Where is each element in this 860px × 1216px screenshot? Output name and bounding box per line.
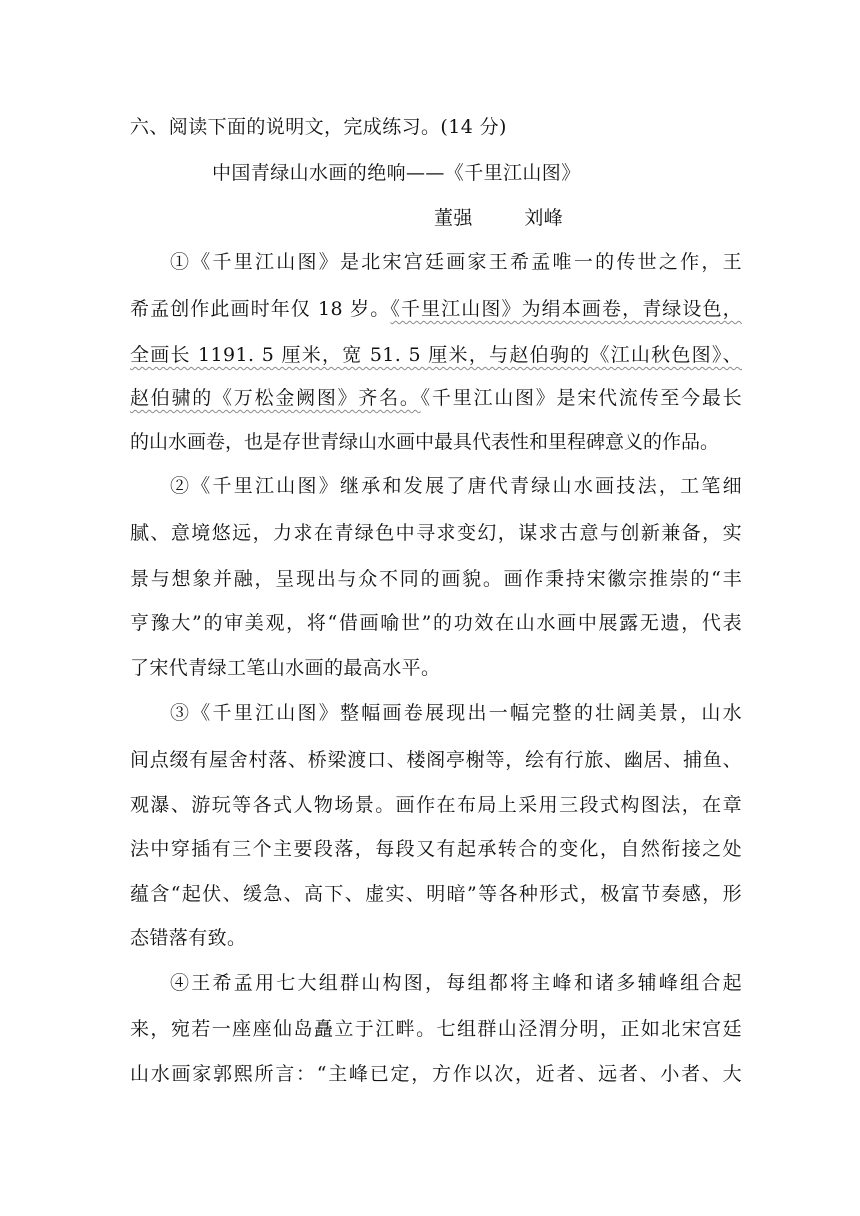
paragraph-line [130,340,742,370]
paragraph-line: ②《千里江山图》继承和发展了唐代青绿山水画技法，工笔细 [170,475,742,497]
paragraph-line: 法中穿插有三个主要段落，每段又有起承转合的变化，自然衔接之处 [130,838,742,860]
wavy-underlined-segment: 全画长 1191. 5 厘米，宽 51. 5 厘米，与赵伯驹的《江山秋色图》、 [130,344,742,366]
paragraph-line: 的山水画卷，也是存世青绿山水画中最具代表性和里程碑意义的作品。 [130,431,720,453]
line-segment: 希孟创作此画时年仅 18 岁。 [130,298,391,320]
paragraph-line: 间点缀有屋舍村落、桥梁渡口、楼阁亭榭等，绘有行旅、幽居、捕鱼、 [130,749,742,771]
paragraph-line: 山水画家郭熙所言：“主峰已定，方作以次，近者、远者、小者、大 [130,1063,742,1085]
line-segment: 《千里江山图》是宋代流传至今最长 [420,387,742,409]
paragraph-line: 态错落有致。 [130,927,247,949]
article-title: 中国青绿山水画的绝响——《千里江山图》 [212,162,581,184]
paragraph-line: ③《千里江山图》整幅画卷展现出一幅完整的壮阔美景，山水 [170,702,742,724]
paragraph-line: 了宋代青绿工笔山水画的最高水平。 [130,657,441,679]
paragraph-line: 景与想象并融，呈现出与众不同的画貌。画作秉持宋徽宗推崇的“丰 [130,568,742,590]
paragraph-line: ①《千里江山图》是北宋宫廷画家王希孟唯一的传世之作，王 [170,251,742,273]
paragraph-line [130,294,742,324]
wavy-underlined-segment: 赵伯骕的《万松金阙图》齐名。 [130,387,421,409]
paragraph-line: ④王希孟用七大组群山构图，每组都将主峰和诸多辅峰组合起 [170,972,742,994]
section-heading: 六、阅读下面的说明文，完成练习。(14 分) [130,116,507,138]
paragraph-line: 来，宛若一座座仙岛矗立于江畔。七组群山泾渭分明，正如北宋宫廷 [130,1018,742,1040]
paragraph-line: 腻、意境悠远，力求在青绿色中寻求变幻，谋求古意与创新兼备，实 [130,522,742,544]
article-authors: 董强 刘峰 [434,207,564,229]
paragraph-line: 亨豫大”的审美观，将“借画喻世”的功效在山水画中展露无遗，代表 [130,612,742,634]
wavy-underlined-segment: 《千里江山图》为绢本画卷，青绿设色， [390,298,742,320]
paragraph-line [130,383,742,413]
paragraph-line: 蕴含“起伏、缓急、高下、虚实、明暗”等各种形式，极富节奏感，形 [130,883,742,905]
paragraph-line: 观瀑、游玩等各式人物场景。画作在布局上采用三段式构图法，在章 [130,794,742,816]
